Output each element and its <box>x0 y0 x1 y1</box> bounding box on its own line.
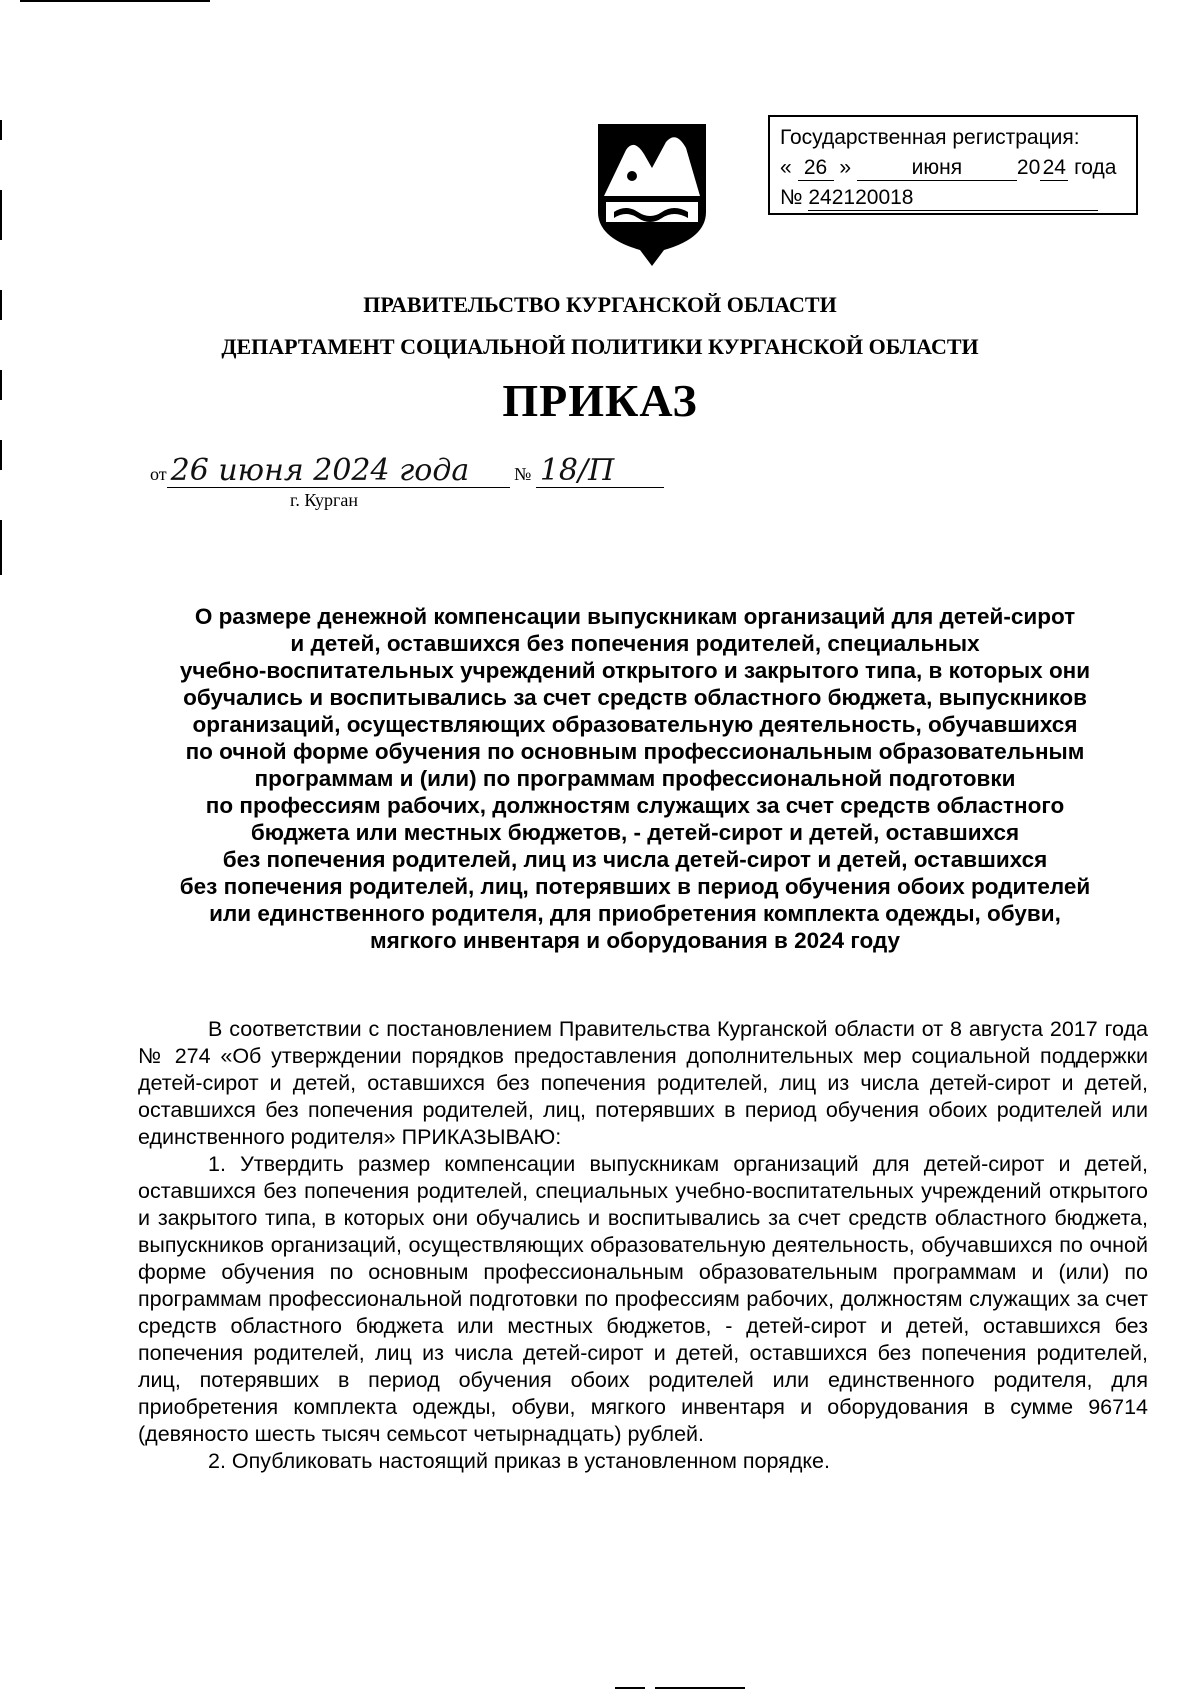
registration-date <box>780 153 1126 183</box>
scan-artifact-mark <box>20 0 210 2</box>
subject-line: программам и (или) по программам профессиональной подготовки <box>254 766 1016 791</box>
registration-month: июня <box>857 156 1017 181</box>
scan-artifact-mark <box>655 1687 745 1689</box>
registration-number: 242120018 <box>808 186 1098 211</box>
subject-line: мягкого инвентаря и оборудования в 2024 году <box>369 928 901 953</box>
order-city: г. Курган <box>290 490 359 510</box>
document-type-title: ПРИКАЗ <box>502 375 698 426</box>
subject-line: бюджета или местных бюджетов, - детей-сирот и детей, оставшихся <box>250 820 1020 845</box>
department-heading: ДЕПАРТАМЕНТ СОЦИАЛЬНОЙ ПОЛИТИКИ КУРГАНСКОЙ ОБЛАСТИ <box>221 334 979 359</box>
registration-date-close: » <box>839 156 852 179</box>
registration-stamp <box>768 115 1138 215</box>
registration-year-prefix: 20 <box>1016 156 1041 179</box>
subject-line: или единственного родителя, для приобретения комплекта одежды, обуви, <box>209 901 1061 926</box>
registration-title: Государственная регистрация: <box>780 126 1080 149</box>
subject-line: без попечения родителей, лиц, потерявших в период обучения обоих родителей <box>179 874 1091 899</box>
subject-line: по профессиям рабочих, должностям служащих за счет средств областного <box>205 793 1065 818</box>
registration-day: 26 <box>798 156 834 181</box>
government-heading: ПРАВИТЕЛЬСТВО КУРГАНСКОЙ ОБЛАСТИ <box>363 292 837 317</box>
registration-number-label: № <box>780 186 803 209</box>
subject-line: по очной форме обучения по основным профессиональным образовательным <box>185 739 1085 764</box>
subject-line: и детей, оставшихся без попечения родителей, специальных <box>290 631 980 656</box>
scan-artifact-mark <box>0 190 2 240</box>
order-number-label: № <box>514 464 532 484</box>
subject-line: учебно-воспитательных учреждений открытого и закрытого типа, в которых они <box>179 658 1091 683</box>
order-date-handwritten: 26 июня 2024 года <box>167 455 510 488</box>
scan-artifact-mark <box>0 440 2 470</box>
order-number-handwritten: 18/П <box>536 455 664 488</box>
order-from-label: от <box>150 464 167 484</box>
subject-line: обучались и воспитывались за счет средств областного бюджета, выпускников <box>183 685 1087 710</box>
scan-artifact-mark <box>0 120 2 140</box>
order-item-2: 2. Опубликовать настоящий приказ в установленном порядке. <box>208 1449 830 1473</box>
order-item-1: 1. Утвердить размер компенсации выпускникам организаций для детей-сирот и детей, оставшихся без попечения родителей, специальных учебно-воспитательных учреждений открытого и закрытого типа, в которых они обучались и воспитывались за счет средств областного бюджета, выпускников организаций, осуществляющих образовательную деятельность, обучавшихся по очной форме обучения по основным профессиональным образовательным программам и (или) по программам профессиональной подготовки по профессиям рабочих, должностям служащих за счет средств областного бюджета или местных бюджетов, - детей-сирот и детей, оставшихся без попечения родителей, лиц из числа детей-сирот и детей, оставшихся без попечения родителей, лиц, потерявших в период обучения обоих родителей или единственного родителя, для приобретения комплекта одежды, обуви, мягкого инвентаря и оборудования в сумме 96714 (девяносто шесть тысяч семьсот четырнадцать) рублей. <box>138 1152 1148 1446</box>
subject-line: организаций, осуществляющих образовательную деятельность, обучавшихся <box>192 712 1078 737</box>
kurgan-oblast-coat-of-arms-icon <box>592 120 712 268</box>
order-body <box>138 1016 1148 1475</box>
registration-number-line <box>780 183 1126 213</box>
registration-date-open: « <box>780 156 792 179</box>
scan-artifact-mark <box>0 520 2 575</box>
subject-line: О размере денежной компенсации выпускникам организаций для детей-сирот <box>194 604 1076 629</box>
preamble-paragraph: В соответствии с постановлением Правительства Курганской области от 8 августа 2017 года № 274 «Об утверждении порядков предоставления дополнительных мер социальной поддержки детей-сирот и детей, оставшихся без попечения родителей, лиц из числа детей-сирот и детей, оставшихся без попечения родителей, лиц, потерявших в период обучения обоих родителей или единственного родителя» ПРИКАЗЫВАЮ: <box>138 1017 1148 1149</box>
registration-year-word: года <box>1074 156 1117 179</box>
order-subject <box>140 603 1130 954</box>
scan-artifact-mark <box>615 1687 645 1689</box>
subject-line: без попечения родителей, лиц из числа детей-сирот и детей, оставшихся <box>222 847 1048 872</box>
order-date-number-line <box>150 455 664 488</box>
registration-year-suffix: 24 <box>1040 156 1068 181</box>
